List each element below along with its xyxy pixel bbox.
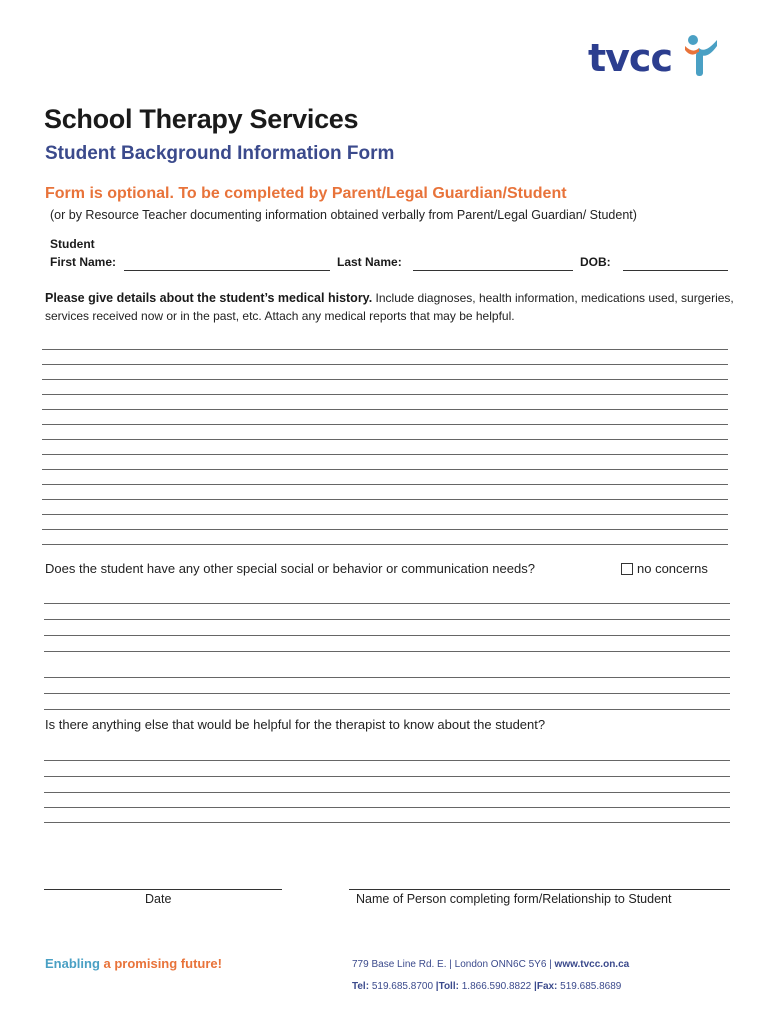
person-line[interactable] [349, 889, 730, 890]
writing-line[interactable] [42, 349, 728, 350]
social-needs-question: Does the student have any other special social or behavior or communication needs? [45, 561, 535, 576]
writing-line[interactable] [42, 409, 728, 410]
writing-line[interactable] [44, 822, 730, 823]
writing-line[interactable] [42, 379, 728, 380]
tagline-future: a promising future! [103, 956, 222, 971]
writing-line[interactable] [42, 469, 728, 470]
writing-line[interactable] [44, 651, 730, 652]
medical-question-detail: Include diagnoses, health information, medications used, surgeries, services received now or in the past, etc. Attach any medical reports that may be helpful. [45, 291, 734, 323]
date-label: Date [145, 892, 172, 906]
no-concerns-label: no concerns [637, 561, 708, 576]
writing-line[interactable] [42, 364, 728, 365]
fax-label: |Fax: [534, 981, 558, 992]
footer-contact [352, 981, 621, 992]
optional-note: Form is optional. To be completed by Parent/Legal Guardian/Student [45, 185, 567, 202]
medical-question-bold: Please give details about the student’s medical history. [45, 291, 373, 305]
tvcc-logo [588, 32, 724, 84]
toll-label: |Toll: [435, 981, 459, 992]
footer-address [352, 959, 629, 970]
child-figure-icon [683, 34, 719, 78]
writing-line[interactable] [42, 394, 728, 395]
writing-line[interactable] [42, 484, 728, 485]
dob-label: DOB: [580, 255, 611, 269]
writing-line[interactable] [44, 619, 730, 620]
tagline [45, 956, 222, 971]
logo-text: tvcc [588, 36, 672, 80]
writing-line[interactable] [42, 529, 728, 530]
no-concerns-checkbox[interactable] [621, 563, 633, 575]
writing-line[interactable] [44, 760, 730, 761]
website-link[interactable]: www.tvcc.on.ca [554, 959, 630, 970]
student-label: Student [50, 237, 95, 251]
page-title: School Therapy Services [44, 104, 359, 134]
medical-history-question [45, 289, 735, 325]
instructions: (or by Resource Teacher documenting information obtained verbally from Parent/Legal Guardian/ Student) [50, 208, 637, 222]
writing-line[interactable] [42, 514, 728, 515]
writing-line[interactable] [44, 677, 730, 678]
last-name-field[interactable] [413, 270, 573, 271]
writing-line[interactable] [42, 424, 728, 425]
date-line[interactable] [44, 889, 282, 890]
other-info-question: Is there anything else that would be helpful for the therapist to know about the student? [45, 717, 546, 732]
tagline-enabling: Enabling [45, 956, 100, 971]
tel-label: Tel: [352, 981, 370, 992]
address-text: 779 Base Line Rd. E. | London ONN6C 5Y6 | [352, 959, 552, 970]
writing-line[interactable] [42, 499, 728, 500]
writing-line[interactable] [42, 544, 728, 545]
fax-number: 519.685.8689 [560, 981, 622, 992]
writing-line[interactable] [44, 693, 730, 694]
writing-line[interactable] [44, 709, 730, 710]
writing-line[interactable] [44, 807, 730, 808]
dob-field[interactable] [623, 270, 728, 271]
writing-line[interactable] [44, 776, 730, 777]
writing-line[interactable] [42, 439, 728, 440]
last-name-label: Last Name: [337, 255, 402, 269]
writing-line[interactable] [44, 635, 730, 636]
tel-number: 519.685.8700 [371, 981, 433, 992]
writing-line[interactable] [44, 603, 730, 604]
first-name-field[interactable] [124, 270, 330, 271]
figure-head-icon [688, 35, 698, 45]
first-name-label: First Name: [50, 255, 117, 269]
writing-line[interactable] [44, 792, 730, 793]
no-concerns-option[interactable] [621, 561, 708, 576]
toll-number: 1.866.590.8822 [461, 981, 532, 992]
form-subtitle: Student Background Information Form [45, 143, 395, 164]
writing-line[interactable] [42, 454, 728, 455]
figure-body-icon [696, 52, 703, 76]
person-label: Name of Person completing form/Relationship to Student [356, 892, 672, 906]
